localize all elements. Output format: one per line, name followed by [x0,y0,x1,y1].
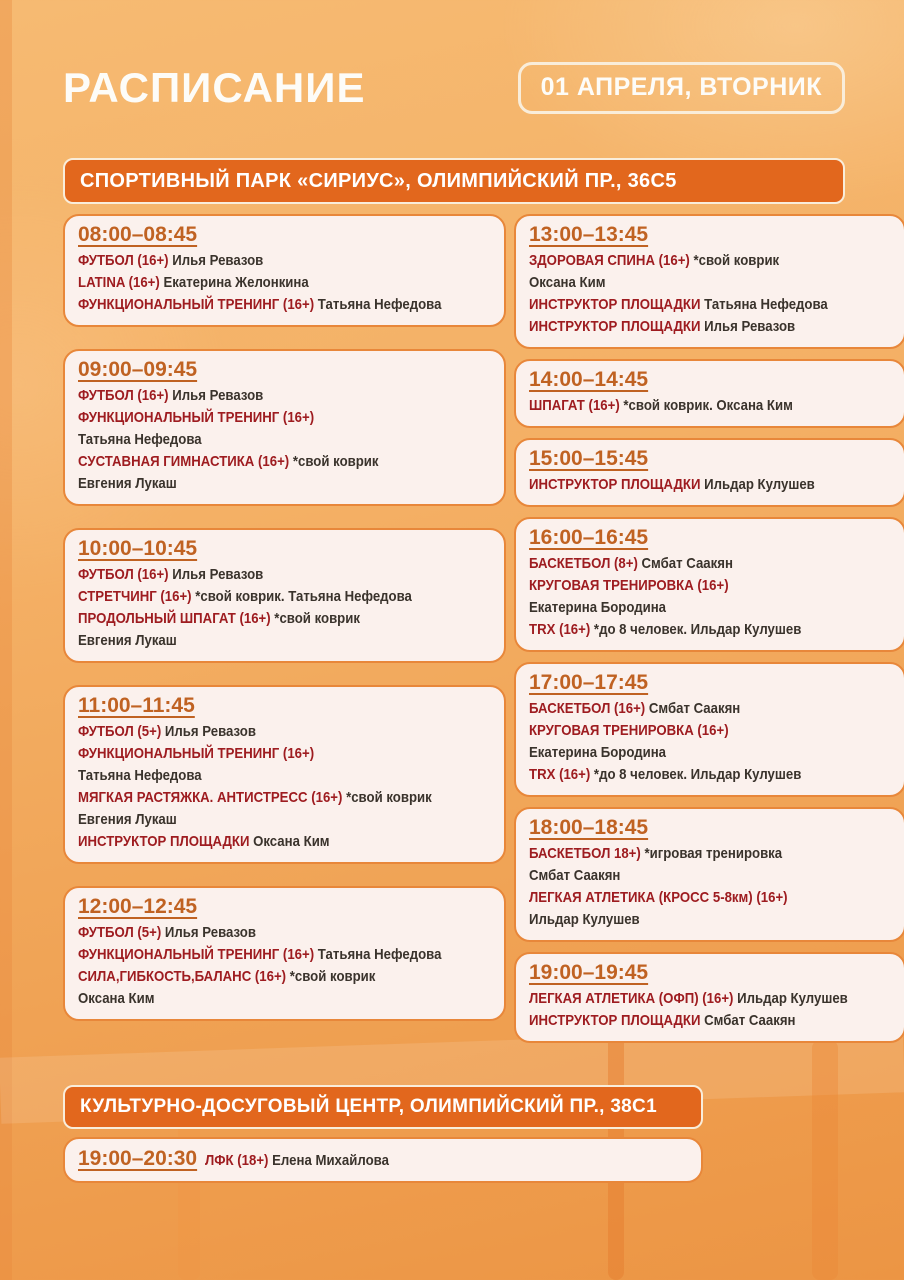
detail-text: Екатерина Желонкина [163,273,309,291]
detail-text: Татьяна Нефедова [78,430,202,448]
schedule-line [205,1150,389,1172]
activity-name: ФУТБОЛ (16+) [78,386,169,404]
detail-text: Евгения Лукаш [78,631,177,649]
detail-text: Смбат Саакян [641,554,733,572]
card-time: 08:00–08:45 [78,222,198,246]
detail-text: Смбат Саакян [529,866,621,884]
activity-name: ФУНКЦИОНАЛЬНЫЙ ТРЕНИНГ (16+) [78,295,315,313]
activity-name: ФУТБОЛ (16+) [78,251,169,269]
activity-name: СИЛА,ГИБКОСТЬ,БАЛАНС (16+) [78,967,287,985]
detail-text: Татьяна Нефедова [317,295,442,313]
detail-text: Илья Ревазов [172,386,264,404]
card-lines [78,721,491,853]
header [63,0,845,114]
activity-name: ИНСТРУКТОР ПЛОЩАДКИ [529,317,701,335]
activity-name: ФУНКЦИОНАЛЬНЫЙ ТРЕНИНГ (16+) [78,744,315,762]
detail-text: *игровая тренировка [644,844,783,862]
schedule-line [529,865,848,887]
detail-text: *свой коврик [346,788,432,806]
schedule-line [529,909,848,931]
page-title: РАСПИСАНИЕ [63,63,366,111]
schedule-line [78,721,441,743]
detail-text: Ильдар Кулушев [704,475,815,493]
schedule-line [78,922,441,944]
schedule-line [529,720,848,742]
schedule-column-right [514,214,904,1043]
detail-text: Смбат Саакян [704,1011,796,1029]
card-lines [529,843,891,931]
detail-text: *свой коврик [274,609,360,627]
card-time: 16:00–16:45 [529,525,649,549]
card-lines [529,698,891,786]
activity-name: ФУНКЦИОНАЛЬНЫЙ ТРЕНИНГ (16+) [78,408,315,426]
detail-text: Илья Ревазов [164,923,256,941]
activity-name: ИНСТРУКТОР ПЛОЩАДКИ [529,475,701,493]
schedule-line [529,742,848,764]
culture-center-cards [63,1137,845,1183]
activity-name: БАСКЕТБОЛ (8+) [529,554,638,572]
card-time: 18:00–18:45 [529,815,649,839]
detail-text: Екатерина Бородина [529,743,667,761]
schedule-card [514,214,904,349]
activity-name: ИНСТРУКТОР ПЛОЩАДКИ [78,832,250,850]
schedule-line [78,250,441,272]
activity-name: ЛЕГКАЯ АТЛЕТИКА (КРОСС 5-8км) (16+) [529,888,788,906]
background-photo-edge [0,0,12,1280]
activity-name: TRX (16+) [529,765,591,783]
card-time: 17:00–17:45 [529,670,649,694]
detail-text: Татьяна Нефедова [704,295,828,313]
card-lines [78,385,491,495]
schedule-line [78,564,441,586]
detail-text: Евгения Лукаш [78,474,177,492]
card-lines [205,1150,414,1172]
schedule-line [78,407,441,429]
schedule-line [78,451,441,473]
schedule-line [78,787,441,809]
schedule-card [63,1137,703,1183]
schedule-line [78,586,441,608]
detail-text: *свой коврик [693,251,780,269]
activity-name: LATINA (16+) [78,273,160,291]
detail-text: Евгения Лукаш [78,810,177,828]
schedule-line [529,619,848,641]
detail-text: Татьяна Нефедова [317,945,442,963]
activity-name: БАСКЕТБОЛ (16+) [529,699,646,717]
detail-text: *свой коврик [292,452,379,470]
detail-text: Ильдар Кулушев [737,989,848,1007]
detail-text: Татьяна Нефедова [78,766,202,784]
schedule-card [514,807,904,942]
section-banner-sports-park: СПОРТИВНЫЙ ПАРК «СИРИУС», ОЛИМПИЙСКИЙ ПР., 36С5 [63,158,845,204]
schedule-line [78,473,441,495]
schedule-line [78,385,441,407]
card-time: 15:00–15:45 [529,446,649,470]
schedule-line [78,809,441,831]
schedule-card [514,359,904,428]
schedule-line [78,944,441,966]
card-time: 09:00–09:45 [78,357,198,381]
schedule-line [78,831,441,853]
schedule-card [63,685,506,864]
card-lines [529,395,891,417]
card-lines [78,922,491,1010]
schedule-line [529,474,848,496]
schedule-card [514,517,904,652]
schedule-line [529,294,848,316]
schedule-line [529,575,848,597]
card-lines [529,250,891,338]
activity-name: ФУТБОЛ (16+) [78,565,169,583]
activity-name: СУСТАВНАЯ ГИМНАСТИКА (16+) [78,452,290,470]
card-time: 13:00–13:45 [529,222,649,246]
card-lines [529,474,891,496]
activity-name: ИНСТРУКТОР ПЛОЩАДКИ [529,1011,701,1029]
detail-text: Илья Ревазов [164,722,256,740]
schedule-line [529,698,848,720]
activity-name: КРУГОВАЯ ТРЕНИРОВКА (16+) [529,721,729,739]
detail-text: *свой коврик. Татьяна Нефедова [195,587,412,605]
schedule-poster [63,0,848,1183]
activity-name: ШПАГАТ (16+) [529,396,620,414]
schedule-line [529,316,848,338]
detail-text: *до 8 человек. Ильдар Кулушев [593,765,802,783]
detail-text: Оксана Ким [78,989,155,1007]
card-time: 19:00–20:30 [78,1147,198,1171]
schedule-line [529,597,848,619]
detail-text: Оксана Ким [529,273,606,291]
detail-text: Елена Михайлова [272,1152,390,1170]
schedule-card [63,214,506,327]
detail-text: Илья Ревазов [172,251,264,269]
activity-name: КРУГОВАЯ ТРЕНИРОВКА (16+) [529,576,729,594]
detail-text: Екатерина Бородина [529,598,667,616]
activity-name: TRX (16+) [529,620,591,638]
schedule-line [529,764,848,786]
schedule-line [529,887,848,909]
schedule-line [78,429,441,451]
activity-name: ЛЕГКАЯ АТЛЕТИКА (ОФП) (16+) [529,989,734,1007]
activity-name: ФУНКЦИОНАЛЬНЫЙ ТРЕНИНГ (16+) [78,945,315,963]
schedule-line [529,272,848,294]
schedule-line [78,966,441,988]
schedule-card [514,662,904,797]
schedule-line [529,988,848,1010]
detail-text: Илья Ревазов [704,317,796,335]
detail-text: Смбат Саакян [648,699,741,717]
schedule-line [529,395,848,417]
card-lines [78,564,491,652]
section-banner-culture-center: КУЛЬТУРНО-ДОСУГОВЫЙ ЦЕНТР, ОЛИМПИЙСКИЙ ПР., 38С1 [63,1085,703,1130]
schedule-line [529,553,848,575]
schedule-card [63,528,506,663]
card-lines [529,553,891,641]
schedule-line [78,743,441,765]
schedule-line [78,294,441,316]
schedule-line [78,988,441,1010]
schedule-line [529,843,848,865]
activity-name: ЛФК (18+) [205,1152,269,1170]
schedule-card [63,349,506,506]
activity-name: БАСКЕТБОЛ 18+) [529,844,641,862]
detail-text: Оксана Ким [253,832,330,850]
date-badge: 01 АПРЕЛЯ, ВТОРНИК [518,62,845,114]
schedule-line [78,272,441,294]
detail-text: Илья Ревазов [172,565,264,583]
card-time: 12:00–12:45 [78,894,198,918]
activity-name: ФУТБОЛ (5+) [78,923,162,941]
detail-text: *до 8 человек. Ильдар Кулушев [593,620,802,638]
detail-text: *свой коврик. Оксана Ким [623,396,793,414]
schedule-column-left [63,214,506,1043]
schedule-line [78,765,441,787]
activity-name: СТРЕТЧИНГ (16+) [78,587,192,605]
schedule-line [78,630,441,652]
detail-text: Ильдар Кулушев [529,910,640,928]
schedule-line [529,1010,848,1032]
activity-name: ИНСТРУКТОР ПЛОЩАДКИ [529,295,701,313]
activity-name: ПРОДОЛЬНЫЙ ШПАГАТ (16+) [78,609,271,627]
card-lines [78,250,491,316]
schedule-card [514,438,904,507]
activity-name: МЯГКАЯ РАСТЯЖКА. АНТИСТРЕСС (16+) [78,788,343,806]
card-time: 14:00–14:45 [529,367,649,391]
schedule-columns [63,214,848,1043]
schedule-card [63,886,506,1021]
card-lines [529,988,891,1032]
card-time: 19:00–19:45 [529,960,649,984]
card-time: 10:00–10:45 [78,536,198,560]
card-time: 11:00–11:45 [78,693,195,717]
activity-name: ЗДОРОВАЯ СПИНА (16+) [529,251,690,269]
schedule-line [78,608,441,630]
activity-name: ФУТБОЛ (5+) [78,722,162,740]
schedule-card [514,952,904,1043]
schedule-line [529,250,848,272]
detail-text: *свой коврик [289,967,376,985]
